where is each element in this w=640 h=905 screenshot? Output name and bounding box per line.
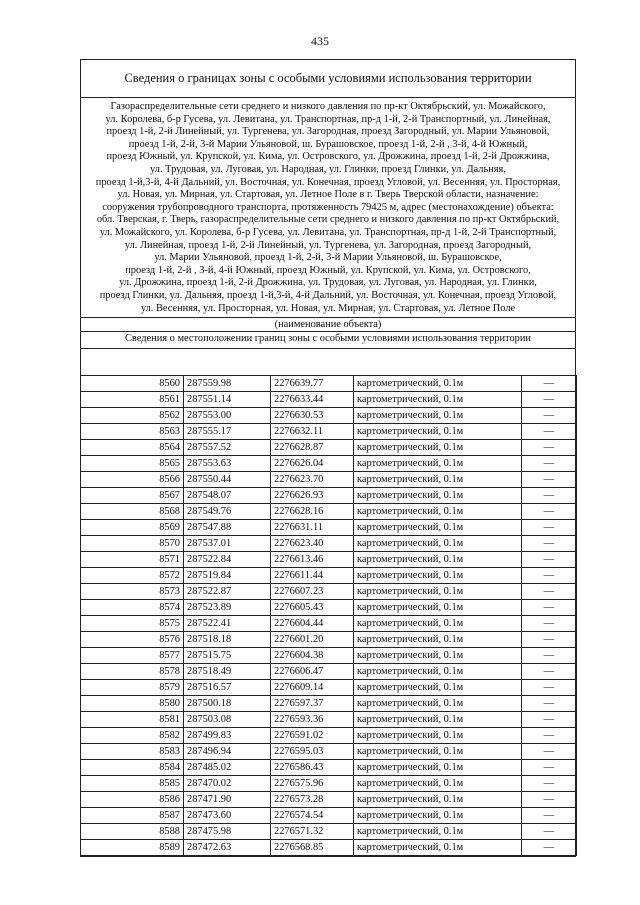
description-line: проезд Глинки, ул. Дальняя, проезд 1-й,3-й, 4-й Дальний, ул. Восточная, ул. Конечная, проезд Угловой, — [99, 289, 557, 301]
determination-method: картометрический, 0.1м — [354, 440, 522, 456]
coordinate-x: 287496.94 — [184, 744, 271, 760]
description-dash: — — [522, 520, 577, 536]
table-row — [81, 696, 577, 712]
page-number: 435 — [311, 34, 329, 48]
determination-method: картометрический, 0.1м — [354, 616, 522, 632]
coordinate-y: 2276623.70 — [271, 472, 354, 488]
description-dash: — — [522, 824, 577, 840]
point-number: 8583 — [81, 744, 184, 760]
coordinates-table — [80, 375, 577, 856]
description-line: ул. Королева, б-р Гусева, ул. Левитана, ул. Транспортная, пр-д 1-й, 2-й Транспортный, ул. Линейная, — [105, 113, 551, 125]
coordinate-y: 2276595.03 — [271, 744, 354, 760]
determination-method: картометрический, 0.1м — [354, 776, 522, 792]
table-row — [81, 616, 577, 632]
determination-method: картометрический, 0.1м — [354, 472, 522, 488]
determination-method: картометрический, 0.1м — [354, 824, 522, 840]
coordinate-x: 287555.17 — [184, 424, 271, 440]
table-row — [81, 808, 577, 824]
coordinate-x: 287553.00 — [184, 408, 271, 424]
determination-method: картометрический, 0.1м — [354, 392, 522, 408]
point-number: 8562 — [81, 408, 184, 424]
point-number: 8573 — [81, 584, 184, 600]
point-number: 8587 — [81, 808, 184, 824]
coordinate-y: 2276593.36 — [271, 712, 354, 728]
description-dash: — — [522, 552, 577, 568]
table-row — [81, 392, 577, 408]
table-row — [81, 680, 577, 696]
description-dash: — — [522, 376, 577, 392]
point-number: 8581 — [81, 712, 184, 728]
coordinate-y: 2276631.11 — [271, 520, 354, 536]
table-row — [81, 584, 577, 600]
point-number: 8577 — [81, 648, 184, 664]
determination-method: картометрический, 0.1м — [354, 376, 522, 392]
coordinate-y: 2276630.53 — [271, 408, 354, 424]
table-row — [81, 744, 577, 760]
point-number: 8563 — [81, 424, 184, 440]
determination-method: картометрический, 0.1м — [354, 728, 522, 744]
point-number: 8569 — [81, 520, 184, 536]
point-number: 8585 — [81, 776, 184, 792]
point-number: 8584 — [81, 760, 184, 776]
table-row — [81, 536, 577, 552]
description-dash: — — [522, 568, 577, 584]
point-number: 8589 — [81, 840, 184, 856]
coordinate-y: 2276586.43 — [271, 760, 354, 776]
description-dash: — — [522, 776, 577, 792]
table-row — [81, 840, 577, 856]
determination-method: картометрический, 0.1м — [354, 808, 522, 824]
determination-method: картометрический, 0.1м — [354, 504, 522, 520]
table-row — [81, 648, 577, 664]
coordinate-y: 2276591.02 — [271, 728, 354, 744]
coordinate-x: 287471.90 — [184, 792, 271, 808]
coordinate-y: 2276633.44 — [271, 392, 354, 408]
coordinate-x: 287559.98 — [184, 376, 271, 392]
determination-method: картометрический, 0.1м — [354, 792, 522, 808]
coordinate-y: 2276568.85 — [271, 840, 354, 856]
coordinate-y: 2276628.16 — [271, 504, 354, 520]
coordinate-x: 287518.49 — [184, 664, 271, 680]
coordinate-y: 2276574.54 — [271, 808, 354, 824]
description-dash: — — [522, 664, 577, 680]
table-row — [81, 728, 577, 744]
table-row — [81, 456, 577, 472]
point-number: 8572 — [81, 568, 184, 584]
table-row — [81, 408, 577, 424]
description-line: ул. Дрожжина, проезд 1-й, 2-й Дрожжина, ул. Трудовая, ул. Луговая, ул. Народная, ул. Глинки, — [119, 277, 537, 289]
description-dash: — — [522, 504, 577, 520]
coordinate-y: 2276601.20 — [271, 632, 354, 648]
description-line: ул. Трудовая, ул. Луговая, ул. Народная, ул. Глинки, проезд Глинки, ул. Дальняя, — [150, 163, 506, 175]
table-row — [81, 424, 577, 440]
table-row — [81, 664, 577, 680]
coordinate-x: 287519.84 — [184, 568, 271, 584]
determination-method: картометрический, 0.1м — [354, 696, 522, 712]
determination-method: картометрический, 0.1м — [354, 712, 522, 728]
zone-boundaries-document — [80, 59, 576, 857]
description-dash: — — [522, 744, 577, 760]
point-number: 8588 — [81, 824, 184, 840]
point-number: 8575 — [81, 616, 184, 632]
object-name-caption: (наименование объекта) — [81, 318, 575, 332]
coordinate-y: 2276626.04 — [271, 456, 354, 472]
point-number: 8580 — [81, 696, 184, 712]
coordinate-x: 287499.83 — [184, 728, 271, 744]
coordinate-y: 2276623.40 — [271, 536, 354, 552]
determination-method: картометрический, 0.1м — [354, 552, 522, 568]
description-dash: — — [522, 712, 577, 728]
description-dash: — — [522, 648, 577, 664]
table-row — [81, 568, 577, 584]
point-number: 8568 — [81, 504, 184, 520]
coordinate-y: 2276605.43 — [271, 600, 354, 616]
coordinate-x: 287518.18 — [184, 632, 271, 648]
object-description — [81, 98, 575, 318]
coordinate-x: 287472.63 — [184, 840, 271, 856]
description-dash: — — [522, 792, 577, 808]
coordinate-x: 287551.14 — [184, 392, 271, 408]
determination-method: картометрический, 0.1м — [354, 520, 522, 536]
point-number: 8566 — [81, 472, 184, 488]
description-dash: — — [522, 600, 577, 616]
description-dash: — — [522, 392, 577, 408]
table-row — [81, 632, 577, 648]
determination-method: картометрический, 0.1м — [354, 584, 522, 600]
determination-method: картометрический, 0.1м — [354, 744, 522, 760]
description-line: ул. Весенняя, ул. Просторная, ул. Новая, ул. Мирная, ул. Стартовая, ул. Летное Поле — [140, 302, 516, 314]
determination-method: картометрический, 0.1м — [354, 424, 522, 440]
description-dash: — — [522, 408, 577, 424]
table-row — [81, 712, 577, 728]
description-line: ул. Новая, ул. Мирная, ул. Стартовая, ул. Летное Поле в г. Тверь Тверской области, назначение: — [117, 189, 539, 201]
coordinate-x: 287522.41 — [184, 616, 271, 632]
description-line: сооружения трубопроводного транспорта, протяженность 79425 м, адрес (местонахождение) объекта: — [102, 201, 554, 213]
table-row — [81, 824, 577, 840]
table-row — [81, 488, 577, 504]
determination-method: картометрический, 0.1м — [354, 760, 522, 776]
coordinate-x: 287470.02 — [184, 776, 271, 792]
table-row — [81, 440, 577, 456]
point-number: 8582 — [81, 728, 184, 744]
coordinate-y: 2276573.28 — [271, 792, 354, 808]
description-dash: — — [522, 696, 577, 712]
determination-method: картометрический, 0.1м — [354, 648, 522, 664]
description-dash: — — [522, 728, 577, 744]
point-number: 8576 — [81, 632, 184, 648]
table-row — [81, 376, 577, 392]
point-number: 8578 — [81, 664, 184, 680]
coordinate-x: 287522.84 — [184, 552, 271, 568]
point-number: 8567 — [81, 488, 184, 504]
coordinate-x: 287523.89 — [184, 600, 271, 616]
coordinate-x: 287475.98 — [184, 824, 271, 840]
coordinate-x: 287500.18 — [184, 696, 271, 712]
point-number: 8574 — [81, 600, 184, 616]
table-row — [81, 760, 577, 776]
point-number: 8560 — [81, 376, 184, 392]
table-row — [81, 776, 577, 792]
determination-method: картометрический, 0.1м — [354, 536, 522, 552]
point-number: 8564 — [81, 440, 184, 456]
description-line: ул. Линейная, проезд 1-й, 2-й Линейный, ул. Тургенева, ул. Загородная, проезд Загородный, — [124, 239, 532, 251]
coordinate-y: 2276628.87 — [271, 440, 354, 456]
determination-method: картометрический, 0.1м — [354, 408, 522, 424]
description-dash: — — [522, 536, 577, 552]
description-line: Газораспределительные сети среднего и низкого давления по пр-кт Октябрьский, ул. Можайского, — [110, 101, 546, 112]
description-dash: — — [522, 584, 577, 600]
description-line: проезд 1-й, 2-й, 3-й Марии Ульяновой, ш. Бурашовское, проезд 1-й, 2-й , 3-й, 4-й Южный, — [128, 138, 528, 150]
point-number: 8579 — [81, 680, 184, 696]
coordinate-x: 287516.57 — [184, 680, 271, 696]
description-line: ул. Можайского, ул. Королева, б-р Гусева, ул. Левитана, ул. Транспортная, пр-д 1-й, 2-й Транспортный, — [99, 226, 557, 238]
coordinate-x: 287548.07 — [184, 488, 271, 504]
coordinate-y: 2276606.47 — [271, 664, 354, 680]
determination-method: картометрический, 0.1м — [354, 664, 522, 680]
document-title: Сведения о границах зоны с особыми условиями использования территории — [81, 60, 575, 98]
description-dash: — — [522, 424, 577, 440]
table-row — [81, 504, 577, 520]
coordinate-y: 2276639.77 — [271, 376, 354, 392]
table-row — [81, 472, 577, 488]
description-line: ул. Марии Ульяновой, проезд 1-й, 2-й, 3-й Марии Ульяновой, ш. Бурашовское, — [154, 252, 502, 264]
point-number: 8561 — [81, 392, 184, 408]
determination-method: картометрический, 0.1м — [354, 488, 522, 504]
coordinate-x: 287503.08 — [184, 712, 271, 728]
table-row — [81, 792, 577, 808]
table-header-spacer — [81, 349, 575, 375]
coordinate-x: 287549.76 — [184, 504, 271, 520]
determination-method: картометрический, 0.1м — [354, 680, 522, 696]
coordinate-x: 287537.01 — [184, 536, 271, 552]
determination-method: картометрический, 0.1м — [354, 568, 522, 584]
coordinate-x: 287485.02 — [184, 760, 271, 776]
determination-method: картометрический, 0.1м — [354, 632, 522, 648]
description-line: проезд 1-й, 2-й Линейный, ул. Тургенева, ул. Загородная, проезд Загородный, ул. Марии Ульяновой, — [106, 126, 550, 138]
point-number: 8571 — [81, 552, 184, 568]
coordinate-x: 287515.75 — [184, 648, 271, 664]
point-number: 8565 — [81, 456, 184, 472]
coordinate-y: 2276632.11 — [271, 424, 354, 440]
description-dash: — — [522, 632, 577, 648]
description-dash: — — [522, 616, 577, 632]
description-dash: — — [522, 456, 577, 472]
coordinate-x: 287522.87 — [184, 584, 271, 600]
coordinate-y: 2276597.37 — [271, 696, 354, 712]
location-section-title: Сведения о местоположении границ зоны с особыми условиями использования территории — [81, 332, 575, 349]
coordinate-y: 2276571.32 — [271, 824, 354, 840]
coordinate-y: 2276607.23 — [271, 584, 354, 600]
determination-method: картометрический, 0.1м — [354, 600, 522, 616]
coordinate-y: 2276626.93 — [271, 488, 354, 504]
description-dash: — — [522, 808, 577, 824]
description-dash: — — [522, 840, 577, 856]
description-dash: — — [522, 488, 577, 504]
coordinate-x: 287473.60 — [184, 808, 271, 824]
coordinate-x: 287547.88 — [184, 520, 271, 536]
table-row — [81, 600, 577, 616]
coordinate-x: 287550.44 — [184, 472, 271, 488]
table-row — [81, 520, 577, 536]
description-line: проезд Южный, ул. Крупской, ул. Кима, ул. Островского, ул. Дрожжина, проезд 1-й, 2-й Дрожжина, — [106, 151, 550, 163]
description-dash: — — [522, 440, 577, 456]
coordinate-y: 2276575.96 — [271, 776, 354, 792]
description-dash: — — [522, 760, 577, 776]
description-line: обл. Тверская, г. Тверь, газораспределительные сети среднего и низкого давления по пр-кт Октябрьский, — [96, 214, 560, 226]
description-dash: — — [522, 680, 577, 696]
description-line: проезд 1-й, 2-й , 3-й, 4-й Южный, проезд Южный, ул. Крупской, ул. Кима, ул. Островского, — [125, 264, 531, 276]
description-dash: — — [522, 472, 577, 488]
determination-method: картометрический, 0.1м — [354, 840, 522, 856]
description-line: проезд 1-й,3-й, 4-й Дальний, ул. Восточная, ул. Конечная, проезд Угловой, ул. Весенняя, ул. Просторная, — [95, 176, 561, 188]
coordinate-y: 2276611.44 — [271, 568, 354, 584]
determination-method: картометрический, 0.1м — [354, 456, 522, 472]
coordinate-y: 2276609.14 — [271, 680, 354, 696]
point-number: 8570 — [81, 536, 184, 552]
table-row — [81, 552, 577, 568]
point-number: 8586 — [81, 792, 184, 808]
coordinate-x: 287553.63 — [184, 456, 271, 472]
coordinate-y: 2276604.44 — [271, 616, 354, 632]
coordinate-y: 2276604.38 — [271, 648, 354, 664]
coordinate-x: 287557.52 — [184, 440, 271, 456]
coordinate-y: 2276613.46 — [271, 552, 354, 568]
